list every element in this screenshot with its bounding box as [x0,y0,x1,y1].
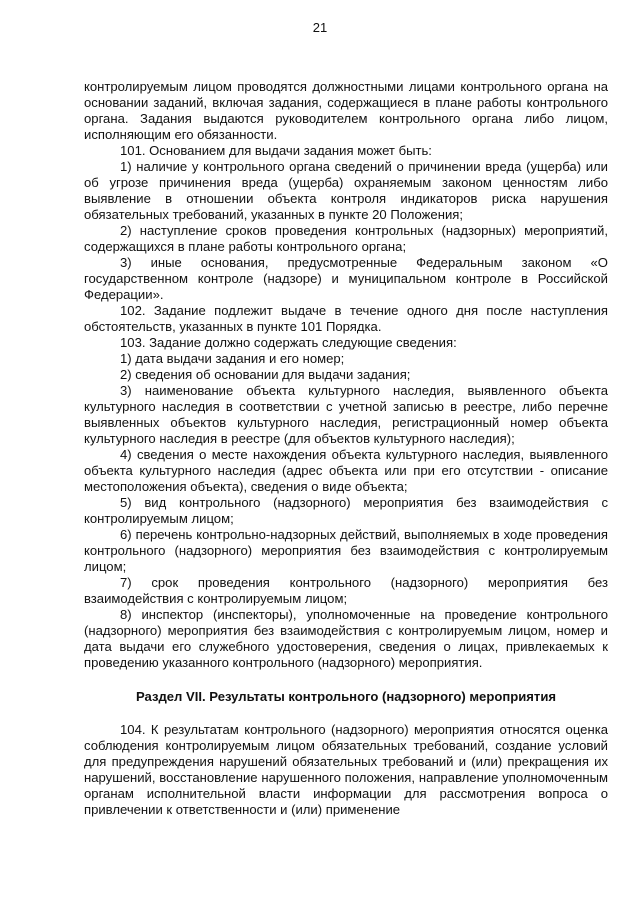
paragraph-101-item-3: 3) иные основания, предусмотренные Федеральным законом «О государственном контроле (надзоре) и муниципальном контроле в Российской Федерации». [84,255,608,302]
paragraph-103-item-4: 4) сведения о месте нахождения объекта культурного наследия, выявленного объекта культурного наследия (адрес объекта или при его отсутствии - описание местоположения объекта), сведения о виде объекта; [84,447,608,494]
paragraph-101-item-2: 2) наступление сроков проведения контрольных (надзорных) мероприятий, содержащихся в плане работы контрольного органа; [84,223,608,254]
paragraph-continuation: контролируемым лицом проводятся должностными лицами контрольного органа на основании заданий, включая задания, содержащиеся в плане работы контрольного органа. Задания выдаются руководителем контрольного органа либо лицом, исполняющим его обязанности. [84,79,608,142]
paragraph-102: 102. Задание подлежит выдаче в течение одного дня после наступления обстоятельств, указанных в пункте 101 Порядка. [84,303,608,334]
paragraph-103-item-8: 8) инспектор (инспекторы), уполномоченные на проведение контрольного (надзорного) мероприятия без взаимодействия с контролируемым лицом, номер и дата выдачи его служебного удостоверения, сведения о лицах, привлекаемых к проведению указанного контрольного (надзорного) мероприятия. [84,607,608,670]
paragraph-103-item-2: 2) сведения об основании для выдачи задания; [120,367,411,382]
paragraph-103-item-7: 7) срок проведения контрольного (надзорного) мероприятия без взаимодействия с контролируемым лицом; [84,575,608,606]
paragraph-101: 101. Основанием для выдачи задания может быть: [120,143,432,158]
paragraph-103: 103. Задание должно содержать следующие сведения: [120,335,457,350]
paragraph-103-item-6: 6) перечень контрольно-надзорных действий, выполняемых в ходе проведения контрольного (надзорного) мероприятия без взаимодействия с контролируемым лицом; [84,527,608,574]
paragraph-104: 104. К результатам контрольного (надзорного) мероприятия относятся оценка соблюдения контролируемым лицом обязательных требований, создание условий для предупреждения нарушений обязательных требований и (или) прекращения их нарушений, восстановление нарушенного положения, направление уполномоченным органам исполнительной власти информации для рассмотрения вопроса о привлечении к ответственности и (или) применение [84,722,608,817]
section-title: Раздел VII. Результаты контрольного (надзорного) мероприятия [135,689,557,704]
paragraph-103-item-3: 3) наименование объекта культурного наследия, выявленного объекта культурного наследия в соответствии с учетной записью в реестре, либо перечне выявленных объектов культурного наследия, регистрационный номер объекта культурного наследия в реестре (для объектов культурного наследия); [84,383,608,446]
paragraph-101-item-1: 1) наличие у контрольного органа сведений о причинении вреда (ущерба) или об угрозе причинения вреда (ущерба) охраняемым законом ценностям либо выявление в отношении объекта контроля индикаторов риска нарушения обязательных требований, указанных в пункте 20 Положения; [84,159,608,222]
page-number: 21 [312,20,328,35]
document-body [84,79,608,818]
paragraph-103-item-5: 5) вид контрольного (надзорного) мероприятия без взаимодействия с контролируемым лицом; [84,495,608,526]
paragraph-103-item-1: 1) дата выдачи задания и его номер; [120,351,345,366]
